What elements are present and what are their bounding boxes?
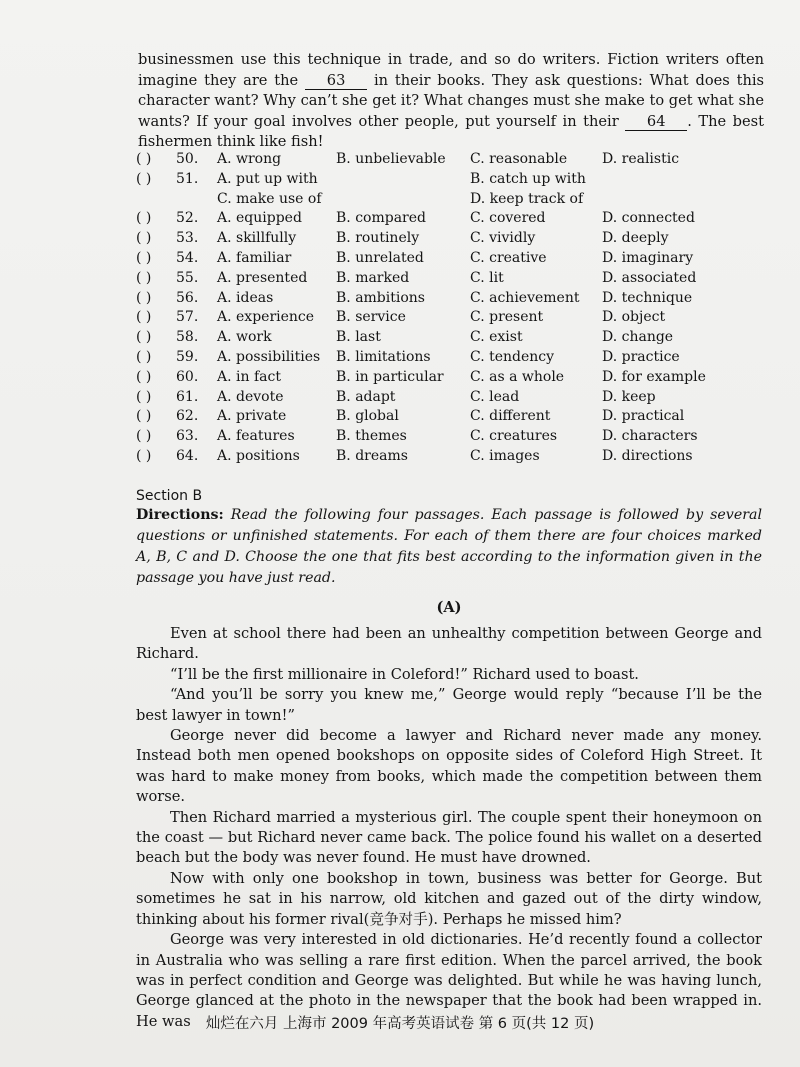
option-row (136, 388, 756, 408)
answer-bracket: ( ) (136, 408, 152, 425)
choice-a: A. private (217, 408, 287, 425)
choice-b: B. adapt (336, 388, 396, 405)
option-row (136, 427, 756, 447)
options-list (136, 150, 756, 467)
option-row (136, 368, 756, 388)
choice-c: C. vividly (470, 230, 536, 247)
option-row (136, 249, 756, 269)
choice-a: A. equipped (217, 210, 302, 227)
choice-c: C. creatures (470, 428, 558, 445)
choice-d: D. for example (602, 368, 706, 385)
choice-d: D. deeply (602, 230, 669, 247)
option-row (136, 447, 756, 467)
choice-a: A. positions (217, 447, 300, 464)
question-number: 50. (176, 151, 199, 167)
choice-b: B. ambitions (336, 289, 425, 306)
question-number: 63. (176, 428, 199, 445)
answer-bracket: ( ) (136, 230, 152, 247)
directions-text: Read the following four passages. Each passage is followed by several questions or unfinished statements. For each of them there are four choices marked A, B, C and D. Choose the one that fits best according to the information given in the passage you have just read. (136, 507, 762, 586)
option-row (136, 190, 756, 210)
question-number: 61. (176, 388, 199, 405)
choice-d: D. change (602, 329, 674, 346)
question-number: 52. (176, 210, 199, 227)
answer-bracket: ( ) (136, 269, 152, 286)
question-number: 62. (176, 408, 199, 425)
choice-d: D. realistic (602, 151, 680, 167)
choice-c: C. present (470, 309, 544, 326)
choice-b: B. dreams (336, 447, 408, 464)
option-row (136, 229, 756, 249)
choice-c: C. covered (470, 210, 546, 227)
passage-paragraph: Now with only one bookshop in town, business was better for George. But sometimes he sat in his narrow, old kitchen and gazed out of the dirty window, thinking about his former rival(竞争对手). Perhaps he missed him? (136, 869, 762, 928)
cloze-passage-end (138, 50, 764, 153)
choice-b: B. last (336, 329, 381, 346)
option-row (136, 269, 756, 289)
intro-text-a: businessmen use this technique in trade, and so do writers. Fiction writers often imagine they are the (138, 51, 764, 89)
choice-c: C. exist (470, 329, 523, 346)
choice-a: A. features (217, 428, 295, 445)
choice-a: A. wrong (217, 151, 282, 167)
answer-bracket: ( ) (136, 210, 152, 227)
answer-bracket: ( ) (136, 249, 152, 266)
choice-c: C. different (470, 408, 551, 425)
choice-c: C. creative (470, 249, 547, 266)
page-footer: 灿烂在六月 上海市 2009 年高考英语试卷 第 6 页(共 12 页) (205, 1016, 595, 1032)
passage-paragraph: “I’ll be the first millionaire in Coleford!” Richard used to boast. (170, 665, 639, 683)
option-row (136, 289, 756, 309)
section-title: Section B (136, 488, 203, 504)
choice-b: B. in particular (336, 368, 444, 385)
choice-d: D. directions (602, 447, 693, 464)
question-number: 58. (176, 329, 199, 346)
answer-bracket: ( ) (136, 428, 152, 445)
answer-bracket: ( ) (136, 309, 152, 326)
choice-b: B. compared (336, 210, 426, 227)
question-number: 51. (176, 170, 199, 187)
answer-bracket: ( ) (136, 348, 152, 365)
choice-d: D. characters (602, 428, 698, 445)
choice-a: A. possibilities (217, 348, 321, 365)
choice-d: D. associated (602, 269, 697, 286)
passage-a (136, 624, 762, 1032)
choice-b: B. limitations (336, 348, 431, 365)
passage-heading: (A) (436, 599, 462, 616)
choice-c: B. catch up with (470, 170, 586, 187)
choice-a: A. experience (217, 309, 315, 326)
option-row (136, 150, 756, 170)
choice-a: A. put up with (217, 170, 318, 187)
choice-c: D. keep track of (470, 190, 584, 207)
choice-c: C. images (470, 447, 540, 464)
choice-d: D. practical (602, 408, 685, 425)
passage-paragraph: George was very interested in old dictionaries. He’d recently found a collector in Australia who was selling a rare first edition. When the parcel arrived, the book was in perfect condition and George was delighted. But while he was having lunch, George glanced at the photo in the newspaper that the book had been wrapped in. He was (136, 931, 762, 1030)
answer-bracket: ( ) (136, 289, 152, 306)
choice-b: B. unrelated (336, 249, 424, 266)
choice-b: B. themes (336, 428, 407, 445)
choice-a: A. skillfully (217, 230, 297, 247)
directions-label: Directions: (136, 507, 224, 523)
choice-c: C. reasonable (470, 151, 568, 167)
question-number: 59. (176, 348, 199, 365)
passage-paragraph: “And you’ll be sorry you knew me,” George would reply “because I’ll be the best lawyer in town!” (136, 686, 762, 724)
choice-b: B. service (336, 309, 406, 326)
choice-b: B. marked (336, 269, 410, 286)
blank-64: 64 (625, 114, 687, 131)
directions (136, 505, 762, 589)
option-row (136, 328, 756, 348)
choice-a: A. ideas (217, 289, 274, 306)
choice-a: A. presented (217, 269, 308, 286)
choice-d: D. practice (602, 348, 680, 365)
question-number: 64. (176, 447, 199, 464)
choice-a: C. make use of (217, 190, 322, 207)
choice-d: D. connected (602, 210, 695, 227)
choice-d: D. object (602, 309, 666, 326)
choice-a: A. in fact (217, 368, 281, 385)
choice-b: B. global (336, 408, 399, 425)
choice-a: A. devote (217, 388, 284, 405)
option-row (136, 170, 756, 190)
question-number: 54. (176, 249, 199, 266)
option-row (136, 209, 756, 229)
answer-bracket: ( ) (136, 170, 152, 187)
question-number: 56. (176, 289, 199, 306)
question-number: 53. (176, 230, 199, 247)
question-number: 55. (176, 269, 199, 286)
choice-c: C. achievement (470, 289, 580, 306)
passage-paragraph: Then Richard married a mysterious girl. The couple spent their honeymoon on the coast — but Richard never came back. The police found his wallet on a deserted beach but the body was never found. He must have drowned. (136, 808, 762, 867)
passage-paragraph: Even at school there had been an unhealthy competition between George and Richard. (136, 625, 762, 663)
question-number: 60. (176, 368, 199, 385)
option-row (136, 348, 756, 368)
intro-text-b: in their books. They ask questions: What does this character want? Why can’t she get it? What changes must she make to get what she wants? If your goal involves other people, put yourself in their (138, 71, 765, 130)
intro-text-c: . The best fishermen think like fish! (138, 112, 764, 151)
choice-b: B. routinely (336, 230, 420, 247)
answer-bracket: ( ) (136, 388, 152, 405)
choice-a: A. familiar (217, 249, 292, 266)
choice-d: D. keep (602, 388, 656, 405)
choice-a: A. work (217, 329, 272, 346)
choice-b: B. unbelievable (336, 151, 446, 167)
answer-bracket: ( ) (136, 151, 152, 167)
question-number: 57. (176, 309, 199, 326)
choice-d: D. technique (602, 289, 693, 306)
answer-bracket: ( ) (136, 368, 152, 385)
option-row (136, 407, 756, 427)
section-b (136, 488, 762, 1032)
passage-paragraph: George never did become a lawyer and Richard never made any money. Instead both men opened bookshops on opposite sides of Coleford High Street. It was hard to make money from books, which made the competition between them worse. (136, 727, 762, 806)
choice-c: C. as a whole (470, 368, 565, 385)
answer-bracket: ( ) (136, 447, 152, 464)
choice-c: C. tendency (470, 348, 555, 365)
blank-63: 63 (305, 73, 367, 90)
option-row (136, 308, 756, 328)
choice-c: C. lit (470, 269, 504, 286)
choice-c: C. lead (470, 388, 520, 405)
choice-d: D. imaginary (602, 249, 694, 266)
answer-bracket: ( ) (136, 329, 152, 346)
